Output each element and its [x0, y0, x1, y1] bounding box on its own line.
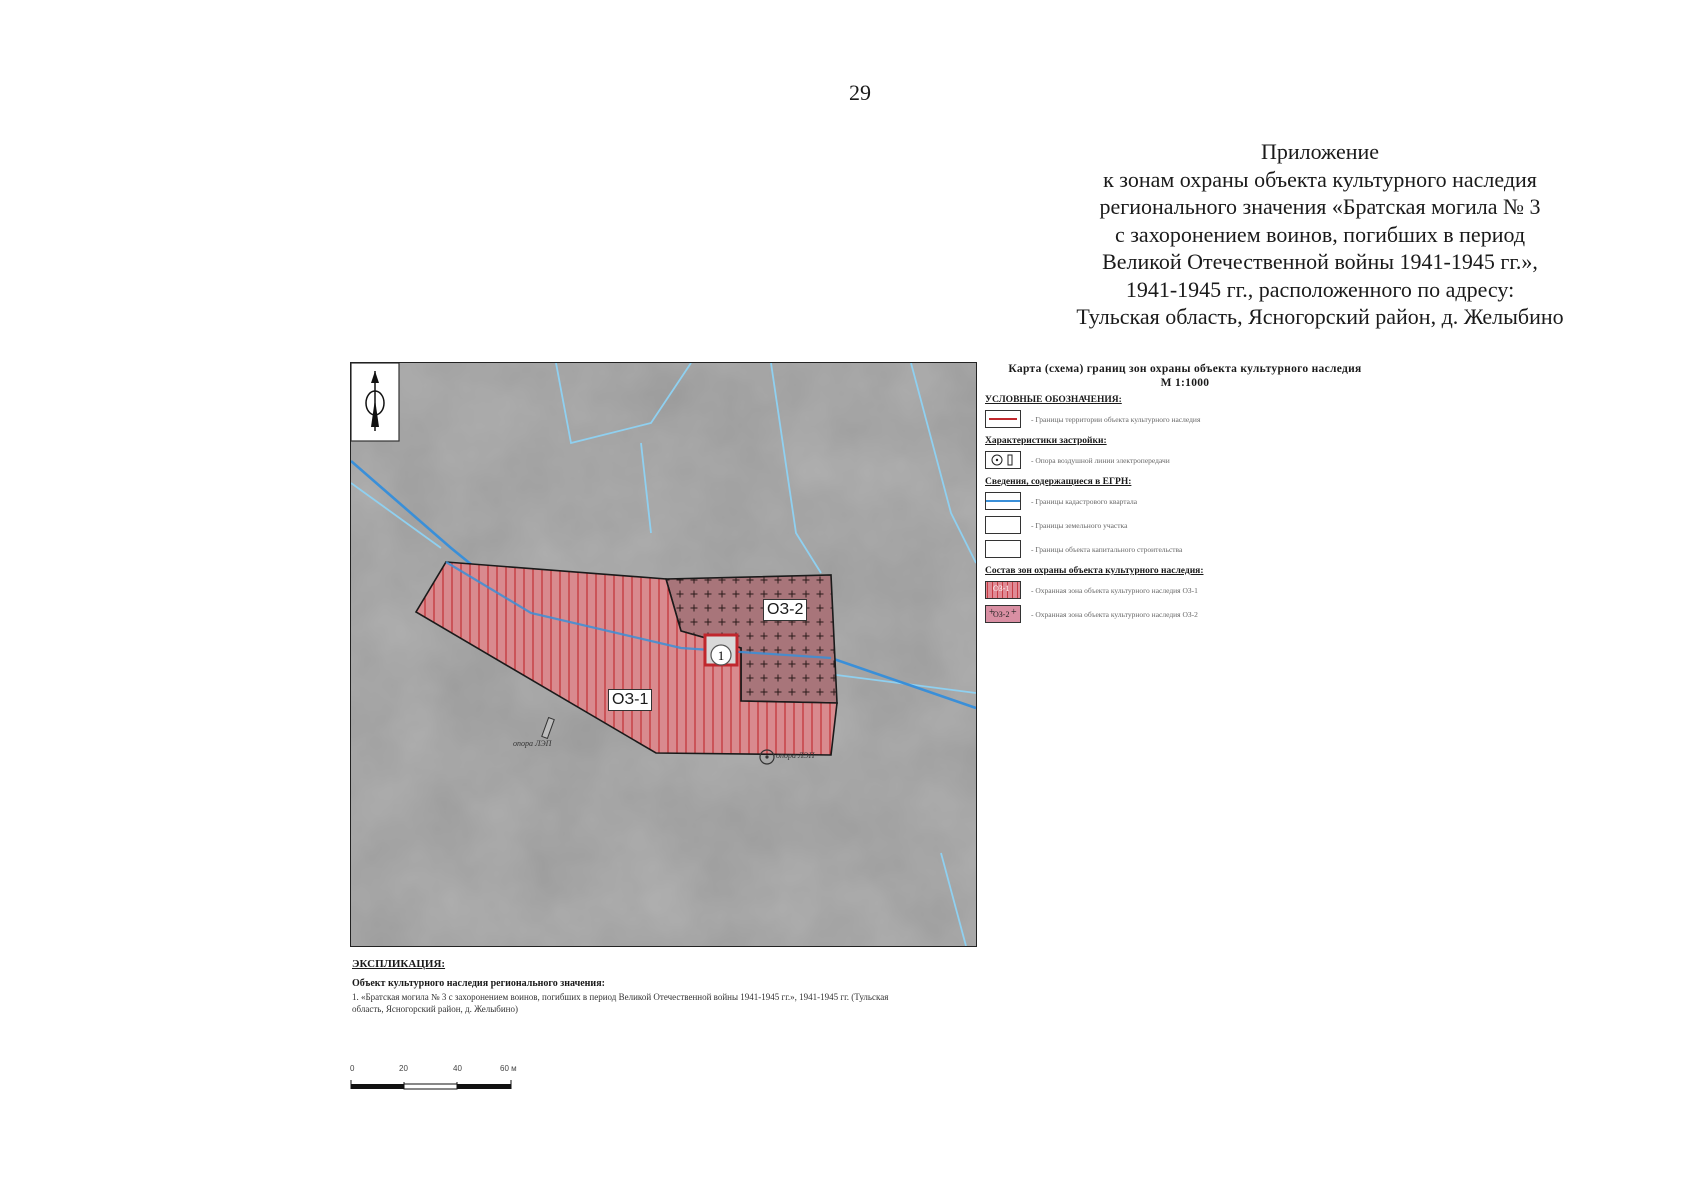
- legend-heading-buildings: Характеристики застройки:: [985, 436, 1107, 446]
- scale-tick-0: 0: [350, 1064, 355, 1073]
- zone-label-oz2: ОЗ-2: [763, 599, 807, 621]
- oz2-swatch: [985, 605, 1021, 623]
- legend-text: - Охранная зона объекта культурного наследия ОЗ-1: [1031, 585, 1198, 595]
- legend-heading-egrn: Сведения, содержащиеся в ЕГРН:: [985, 477, 1132, 487]
- page-number: 29: [849, 80, 871, 105]
- map-canvas: [351, 363, 976, 946]
- zone-label-oz1: ОЗ-1: [608, 689, 652, 711]
- parcel-swatch: [985, 516, 1021, 534]
- oz2-swatch-cross-icon: +: [1011, 607, 1017, 618]
- legend-row-capital: [985, 537, 1385, 561]
- explication-text: 1. «Братская могила № 3 с захоронением воинов, погибших в период Великой Отечественной войны 1941-1945 гг.», 1941-1945 гг. (Тульская область, Ясногорский район, д. Желыбино): [352, 992, 889, 1014]
- legend: [985, 362, 1385, 626]
- legend-text: - Опора воздушной линии электропередачи: [1031, 455, 1170, 465]
- support-label-right: опора ЛЭП: [776, 751, 815, 760]
- appendix-line: к зонам охраны объекта культурного наследия: [1103, 166, 1537, 192]
- appendix-line: Тульская область, Ясногорский район, д. Желыбино: [1076, 304, 1564, 329]
- legend-heading-symbols: УСЛОВНЫЕ ОБОЗНАЧЕНИЯ:: [985, 395, 1122, 405]
- legend-text: - Границы территории объекта культурного наследия: [1031, 414, 1201, 424]
- explication: [352, 958, 892, 1015]
- scale-bar: [350, 1064, 520, 1094]
- scale-tick-60: 60 м: [500, 1064, 517, 1073]
- legend-row-cadastral: [985, 489, 1385, 513]
- legend-row-territory: [985, 407, 1385, 431]
- legend-text: - Охранная зона объекта культурного наследия ОЗ-2: [1031, 609, 1198, 619]
- appendix-line: с захоронением воинов, погибших в период: [1114, 221, 1526, 247]
- oz1-swatch: [985, 581, 1021, 599]
- legend-title: [985, 362, 1385, 390]
- appendix-line: Приложение: [1260, 139, 1380, 164]
- legend-row-oz1: [985, 578, 1385, 602]
- support-label-left: опора ЛЭП: [513, 739, 552, 748]
- territory-swatch: [985, 410, 1021, 428]
- map-frame: [350, 362, 977, 947]
- legend-text: - Границы объекта капитального строительства: [1031, 544, 1183, 554]
- legend-heading-zones: Состав зон охраны объекта культурного наследия:: [985, 566, 1204, 576]
- legend-row-oz2: [985, 602, 1385, 626]
- appendix-line: 1941-1945 гг., расположенного по адресу:: [1125, 276, 1515, 302]
- object-marker-number: 1: [717, 648, 725, 663]
- explication-title: ЭКСПЛИКАЦИЯ:: [352, 958, 446, 970]
- legend-scale: М 1:1000: [1160, 377, 1210, 389]
- legend-row-support: [985, 448, 1385, 472]
- legend-text: - Границы кадастрового квартала: [1031, 496, 1138, 506]
- power-support-swatch-icon: [985, 451, 1021, 469]
- cadastral-swatch: [985, 492, 1021, 510]
- power-support-right-dot: [765, 755, 768, 758]
- oz2-swatch-cross-icon: +: [989, 607, 995, 618]
- appendix-heading: [1010, 138, 1630, 331]
- legend-title-text: Карта (схема) границ зон охраны объекта культурного наследия: [1008, 363, 1362, 375]
- scale-tick-40: 40: [453, 1064, 462, 1073]
- scale-tick-20: 20: [399, 1064, 408, 1073]
- oz1-swatch-label: ОЗ-1: [993, 584, 1010, 593]
- legend-row-parcel: [985, 513, 1385, 537]
- appendix-line: регионального значения «Братская могила № 3: [1099, 194, 1541, 219]
- legend-text: - Границы земельного участка: [1031, 520, 1128, 530]
- scale-bar-graphic: [350, 1076, 520, 1092]
- north-arrow-icon: [351, 363, 399, 441]
- explication-subtitle: Объект культурного наследия регионального значения:: [352, 978, 605, 989]
- oz2-swatch-label: ОЗ-2: [993, 610, 1010, 619]
- appendix-line: Великой Отечественной войны 1941-1945 гг.»,: [1102, 249, 1538, 274]
- capital-swatch: [985, 540, 1021, 558]
